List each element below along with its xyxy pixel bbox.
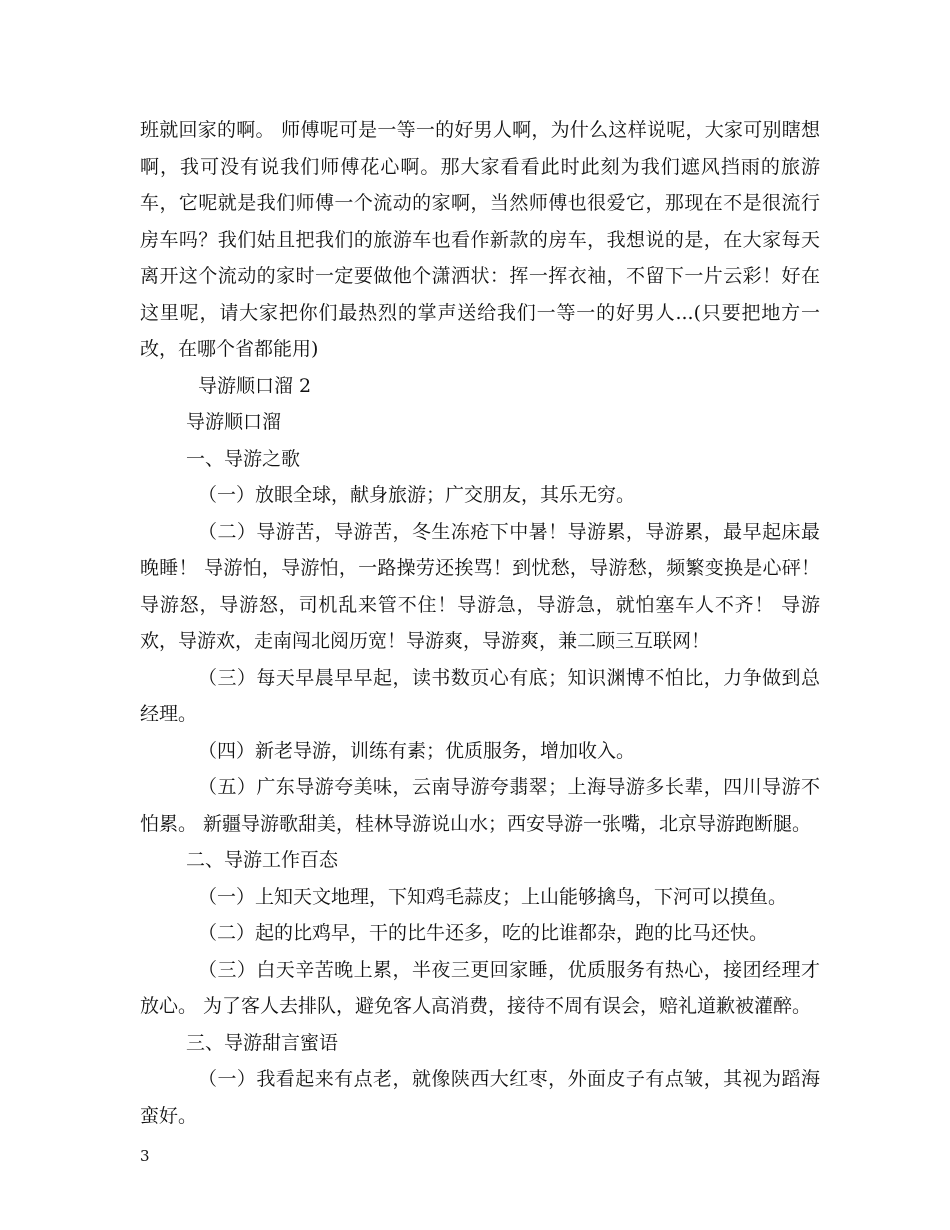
heading-song: 一、导游之歌 [186,447,301,470]
work-item-2: （二）起的比鸡早，干的比牛还多，吃的比谁都杂，跑的比马还快。 [198,922,769,944]
body-paragraph-continued: 班就回家的啊。 师傅呢可是一等一的好男人啊，为什么这样说呢，大家可别瞎想啊，我可没有说我们师傅花心啊。那大家看看此时此刻为我们遮风挡雨的旅游车，它呢就是我们师傅一个流动的家啊，当然师傅也很爱它，那现在不是很流行房车吗？我们姑且把我们的旅游车也看作新款的房车，我想说的是，在大家每天离开这个流动的家时一定要做他个潇洒状：挥一挥衣袖，不留下一片云彩！好在这里呢，请大家把你们最热烈的掌声送给我们一等一的好男人...(只要把地方一改，在哪个省都能用) [140,119,820,360]
section-title-numbered: 导游顺口溜 2 [198,374,312,397]
page-number: 3 [140,1147,150,1165]
work-item-1: （一）上知天文地理，下知鸡毛蒜皮；上山能够擒鸟，下河可以摸鱼。 [198,885,788,908]
list-item-2: （二）导游苦，导游苦，冬生冻疮下中暑！导游累，导游累，最早起床最晚睡！ 导游怕，导游怕，一路操劳还挨骂！到忧愁，导游愁，频繁变换是心砰！ 导游怒，导游怒，司机乱来管不住！导游急，导游急，就怕塞车人不齐！ 导游欢，导游欢，走南闯北阅历宽！导游爽，导游爽，兼二顾三互联网！ [140,520,820,652]
list-item-4: （四）新老导游，训练有素；优质服务，增加收入。 [198,739,636,762]
sweet-item-1: （一）我看起来有点老，就像陕西大红枣，外面皮子有点皱，其视为蹈海蛮好。 [140,1068,820,1127]
heading-sweet-words: 三、导游甜言蜜语 [186,1031,339,1054]
subtitle: 导游顺口溜 [186,411,282,433]
document-body [140,112,820,1134]
list-item-5: （五）广东导游夸美味，云南导游夸翡翠；上海导游多长辈，四川导游不怕累。 新疆导游歌甜美，桂林导游说山水；西安导游一张嘴，北京导游跑断腿。 [140,776,820,835]
heading-work: 二、导游工作百态 [186,849,339,871]
list-item-1: （一）放眼全球，献身旅游；广交朋友，其乐无穷。 [198,484,636,506]
work-item-3: （三）白天辛苦晚上累，半夜三更回家睡，优质服务有热心，接团经理才放心。 为了客人去排队，避免客人高消费，接待不周有误会，赔礼道歉被灌醉。 [140,958,820,1017]
list-item-3: （三）每天早晨早早起，读书数页心有底；知识渊博不怕比，力争做到总经理。 [140,666,820,725]
